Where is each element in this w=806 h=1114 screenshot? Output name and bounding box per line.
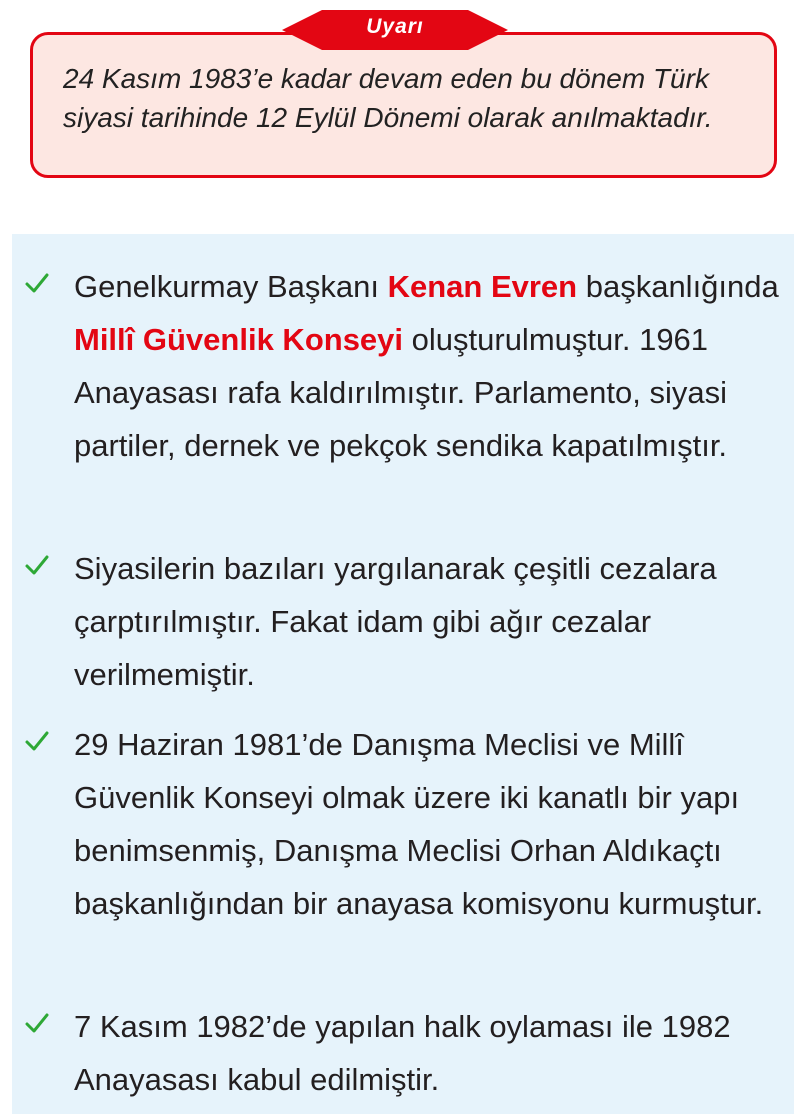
bullet-text-part: Genelkurmay Başkanı	[74, 269, 388, 304]
warning-label: Uyarı	[366, 15, 424, 38]
bullet-text: Siyasilerin bazıları yargılanarak çeşitli cezalara çarptırılmıştır. Fakat idam gibi ağır cezalar verilmemiştir.	[74, 551, 717, 692]
check-icon	[24, 1010, 50, 1036]
bullet-text: 7 Kasım 1982’de yapılan halk oylaması ile 1982 Anayasası kabul edilmiştir.	[74, 1009, 731, 1097]
warning-text: 24 Kasım 1983’e kadar devam eden bu dönem Türk siyasi tarihinde 12 Eylül Dönemi olarak anılmaktadır.	[63, 63, 713, 133]
bullet-text: 29 Haziran 1981’de Danışma Meclisi ve Millî Güvenlik Konseyi olmak üzere iki kanatlı bir yapı benimsenmiş, Danışma Meclisi Orhan Aldıkaçtı başkanlığından bir anayasa komisyonu kurmuştur.	[74, 727, 764, 921]
highlight-council: Millî Güvenlik Konseyi	[74, 322, 404, 357]
bullet-text-part: oluşturulmuştur. 1961 Anayasası rafa kaldırılmıştır. Parlamento, siyasi partiler, dernek ve pekçok sendika kapatılmıştır.	[74, 322, 728, 463]
bullet-text-part: başkanlığında	[577, 269, 779, 304]
info-panel	[12, 234, 794, 1114]
warning-box	[30, 32, 777, 178]
check-icon	[24, 270, 50, 296]
bullet-text	[74, 260, 792, 472]
highlight-name: Kenan Evren	[387, 269, 578, 304]
warning-tab	[282, 10, 508, 50]
check-icon	[24, 552, 50, 578]
check-icon	[24, 728, 50, 754]
